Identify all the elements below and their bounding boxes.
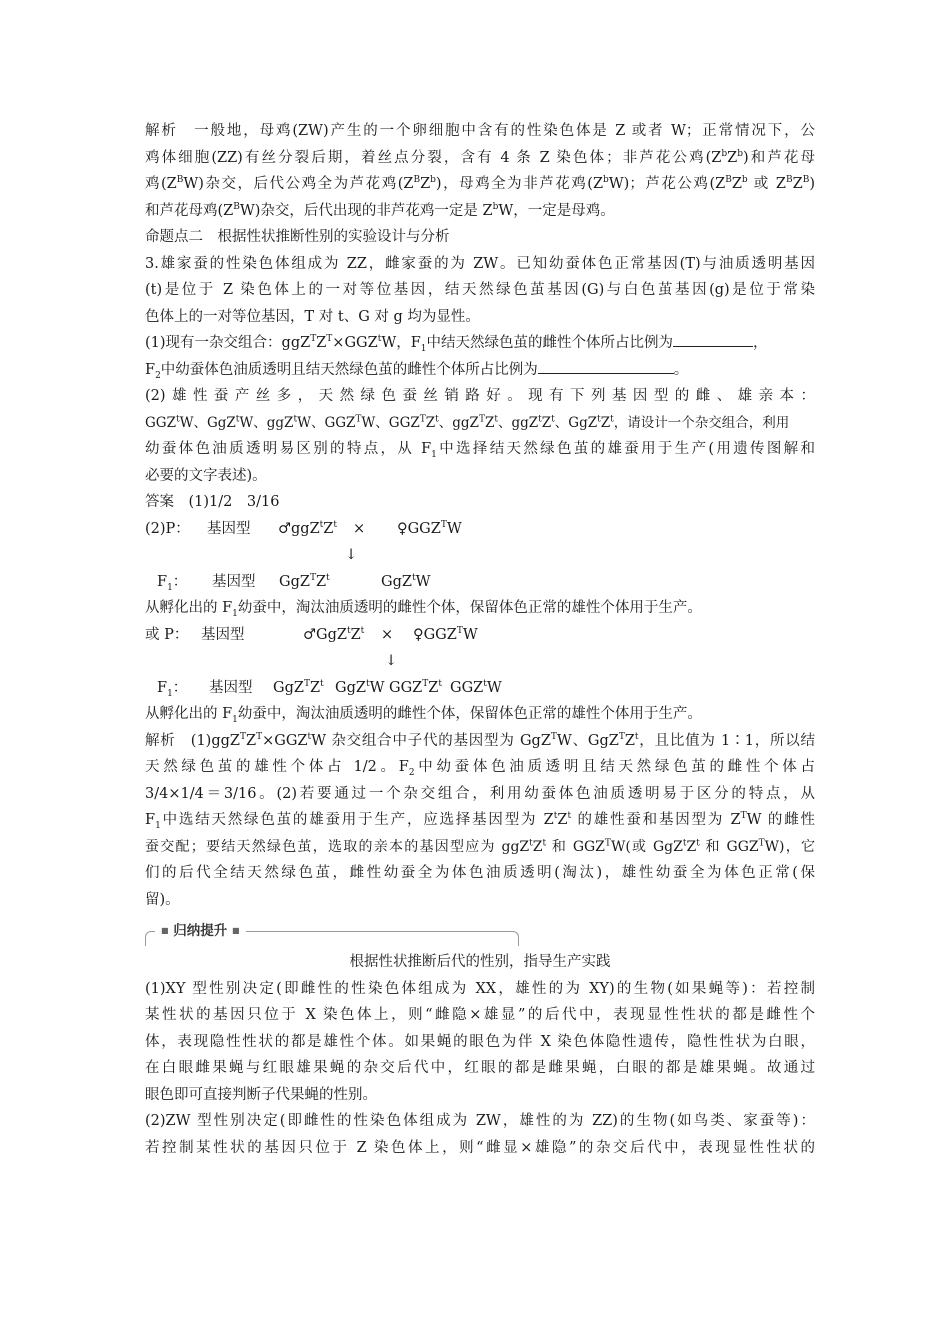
analysis-2-line-3: 3/4×1/4＝3/16。(2)若要通过一个杂交组合，利用幼蚕体色油质透明易于区分的特点，从 xyxy=(145,785,815,802)
answer-blank-1[interactable] xyxy=(673,332,753,347)
cross-2-parent-row xyxy=(145,622,815,649)
question-3-line-1: 3.雄家蚕的性染色体组成为 ZZ，雌家蚕的为 ZW。已知幼蚕体色正常基因(T)与油质透明基因 xyxy=(145,255,815,272)
summary-1-line-4: 在白眼雌果蝇与红眼雄果蝇的杂交后代中，红眼的都是雌果蝇，白眼的都是雄果蝇。故通过 xyxy=(145,1060,815,1076)
question-3-part-2-line-2: GGZ$^t$W、GgZ$^t$W、ggZ$^t$W、$GGZ^TW$、$GGZ^TZ^t$、$ggZ^TZ^t$、$ggZ^tZ^t$、$GgZ^tZ^t$，请设计一个杂交组合，利用 xyxy=(145,414,790,431)
p-label: (2)P： xyxy=(145,520,190,537)
analysis-1-line-4: 和芦花母鸡$(Z^BW)$杂交，后代出现的非芦花鸡一定是 $Z^bW$，一定是母鸡。 xyxy=(145,201,615,219)
square-icon: ■ xyxy=(161,926,169,935)
question-3-line-2: (t)是位于 Z 染色体上的一对等位基因，结天然绿色茧基因(G)与白色茧基因(g)是位于常染 xyxy=(145,282,815,298)
question-3-part-2-line-4: 必要的文字表述)。 xyxy=(145,467,267,484)
cross-2-f1-3: $GGZ^TZ^t$ xyxy=(389,678,442,696)
cross-1-arrow-row xyxy=(145,542,815,569)
cross-2-f1-2: GgZ$^t$W xyxy=(335,678,385,696)
question-3-part-2-line-1: (2)雄性蚕产丝多，天然绿色蚕丝销路好。现有下列基因型的雌、雄亲本： xyxy=(145,388,815,404)
cross-1-f1-female: GgZ$^t$W xyxy=(381,572,431,590)
question-3-part-1-line-2: $F_2$中幼蚕体色油质透明且结天然绿色茧的雌性个体所占比例为 。 xyxy=(145,357,815,384)
cross-symbol: × xyxy=(353,520,366,537)
cross-1-male: $♂ggZ^tZ^t$ xyxy=(278,519,337,537)
cross-2-female: $♀GGZ^TW$ xyxy=(413,625,478,643)
or-p-label: 或 P： xyxy=(145,626,189,643)
genotype-label: 基因型 xyxy=(201,626,245,643)
down-arrow-icon: ↓ xyxy=(345,547,358,563)
genotype-label: 基因型 xyxy=(212,573,256,590)
cross-2-f1-1: $GgZ^TZ^t$ xyxy=(273,678,324,696)
analysis-2-line-2: 天然绿色茧的雄性个体占 1/2。$F_2$中幼蚕体色油质透明且结天然绿色茧的雌性个体占 xyxy=(145,759,815,778)
cross-1-note: 从孵化出的 $F_1$幼蚕中，淘汰油质透明的雌性个体，保留体色正常的雄性个体用于生产。 xyxy=(145,600,702,619)
down-arrow-icon: ↓ xyxy=(385,653,398,669)
answer-line: 答案 (1)1/2 3/16 xyxy=(145,494,280,510)
cross-2-f1-4: GGZ$^t$W xyxy=(450,678,502,696)
question-3-line-3: 色体上的一对等位基因，T 对 t、G 对 g 均为显性。 xyxy=(145,308,480,325)
summary-1-line-5: 眼色即可直接判断子代果蝇的性别。 xyxy=(145,1086,377,1103)
cross-1-f1-male: $GgZ^TZ^t$ xyxy=(279,572,330,590)
cross-2-f1-row xyxy=(145,675,815,702)
analysis-1-line-3: 鸡$(Z^BW)$杂交，后代公鸡全为芦花鸡$(Z^BZ^b)$，母鸡全为非芦花鸡$(Z^bW)$；芦花公鸡($Z^BZ^b$ 或 $Z^BZ^B$) xyxy=(145,175,816,192)
cross-1-female: $♀GGZ^TW$ xyxy=(397,519,462,537)
summary-header xyxy=(145,921,815,949)
cross-2-arrow-row xyxy=(145,648,815,675)
analysis-2-line-6: 们的后代全结天然绿色茧，雌性幼蚕全为体色油质透明(淘汰)，雄性幼蚕全为体色正常(保 xyxy=(145,865,815,881)
summary-2-line-1: (2)ZW 型性别决定(即雌性的性染色体组成为 ZW，雄性的为 ZZ)的生物(如鸟类、家蚕等)： xyxy=(145,1113,815,1129)
cross-1-parent-row xyxy=(145,516,815,543)
answer-blank-2[interactable] xyxy=(538,359,674,374)
question-3-part-2-line-3: 幼蚕体色油质透明易区别的特点，从 $F_1$中选择结天然绿色茧的雄蚕用于生产(用遗传图解和 xyxy=(145,441,816,460)
summary-1-line-2: 某性状的基因只位于 X 染色体上，则“雌隐×雄显”的后代中，表现显性性状的都是雌性个 xyxy=(145,1007,815,1023)
section-title: 命题点二 根据性状推断性别的实验设计与分析 xyxy=(145,229,450,245)
summary-1-line-1: (1)XY 型性别决定(即雌性的性染色体组成为 XX，雄性的为 XY)的生物(如果蝇等)：若控制 xyxy=(145,980,815,997)
document-page xyxy=(145,118,815,1161)
analysis-2-line-4: $F_1$中选结天然绿色茧的雄蚕用于生产，应选择基因型为 $Z^tZ^t$ 的雄性蚕和基因型为 $Z^TW$ 的雌性 xyxy=(145,811,815,831)
cross-2-note: 从孵化出的 $F_1$幼蚕中，淘汰油质透明的雌性个体，保留体色正常的雄性个体用于生产。 xyxy=(145,706,702,725)
question-3-part-1-line-1: (1)现有一杂交组合：$ggZ^TZ^T\times GGZ^tW$，$F_1$中结天然绿色茧的雌性个体所占比例为 ， xyxy=(145,330,815,357)
genotype-label: 基因型 xyxy=(207,520,251,537)
summary-2-line-2: 若控制某性状的基因只位于 Z 染色体上，则“雌显×雄隐”的杂交后代中，表现显性性状的 xyxy=(145,1139,815,1156)
analysis-1-line-2: 鸡体细胞(ZZ)有丝分裂后期，着丝点分裂，含有 4 条 Z 染色体；非芦花公鸡$(Z^bZ^b)$和芦花母 xyxy=(145,148,815,166)
summary-1-line-3: 体，表现隐性性状的都是雄性个体。如果蝇的眼色为伴 X 染色体隐性遗传，隐性性状为白眼， xyxy=(145,1033,815,1050)
f1-label: $F_1$： xyxy=(157,573,188,593)
cross-1-f1-row xyxy=(145,569,815,596)
analysis-1-line-1: 解析 一般地，母鸡(ZW)产生的一个卵细胞中含有的性染色体是 Z 或者 W；正常情况下，公 xyxy=(145,123,815,139)
cross-2-male: $♂GgZ^tZ^t$ xyxy=(303,625,365,643)
analysis-2-line-5: 蚕交配；要结天然绿色茧，选取的亲本的基因型应为 $ggZ^tZ^t$ 和 $GGZ^TW$(或 $GgZ^tZ^t$ 和 $GGZ^TW$)，它 xyxy=(145,837,815,855)
analysis-2-line-1: 解析 $(1)ggZ^TZ^T\times GGZ^tW$ 杂交组合中子代的基因型为 GgZ$^T$W、$GgZ^TZ^t$，且比值为 1∶1，所以结 xyxy=(145,731,816,749)
square-icon: ■ xyxy=(231,926,240,935)
genotype-label: 基因型 xyxy=(209,679,253,696)
cross-symbol: × xyxy=(381,626,394,643)
analysis-2-line-7: 留)。 xyxy=(145,891,180,908)
f1-label: $F_1$： xyxy=(157,679,188,699)
summary-tag: ■ 归纳提升 ■ xyxy=(155,921,246,941)
summary-title: 根据性状推断后代的性别，指导生产实践 xyxy=(349,954,611,970)
